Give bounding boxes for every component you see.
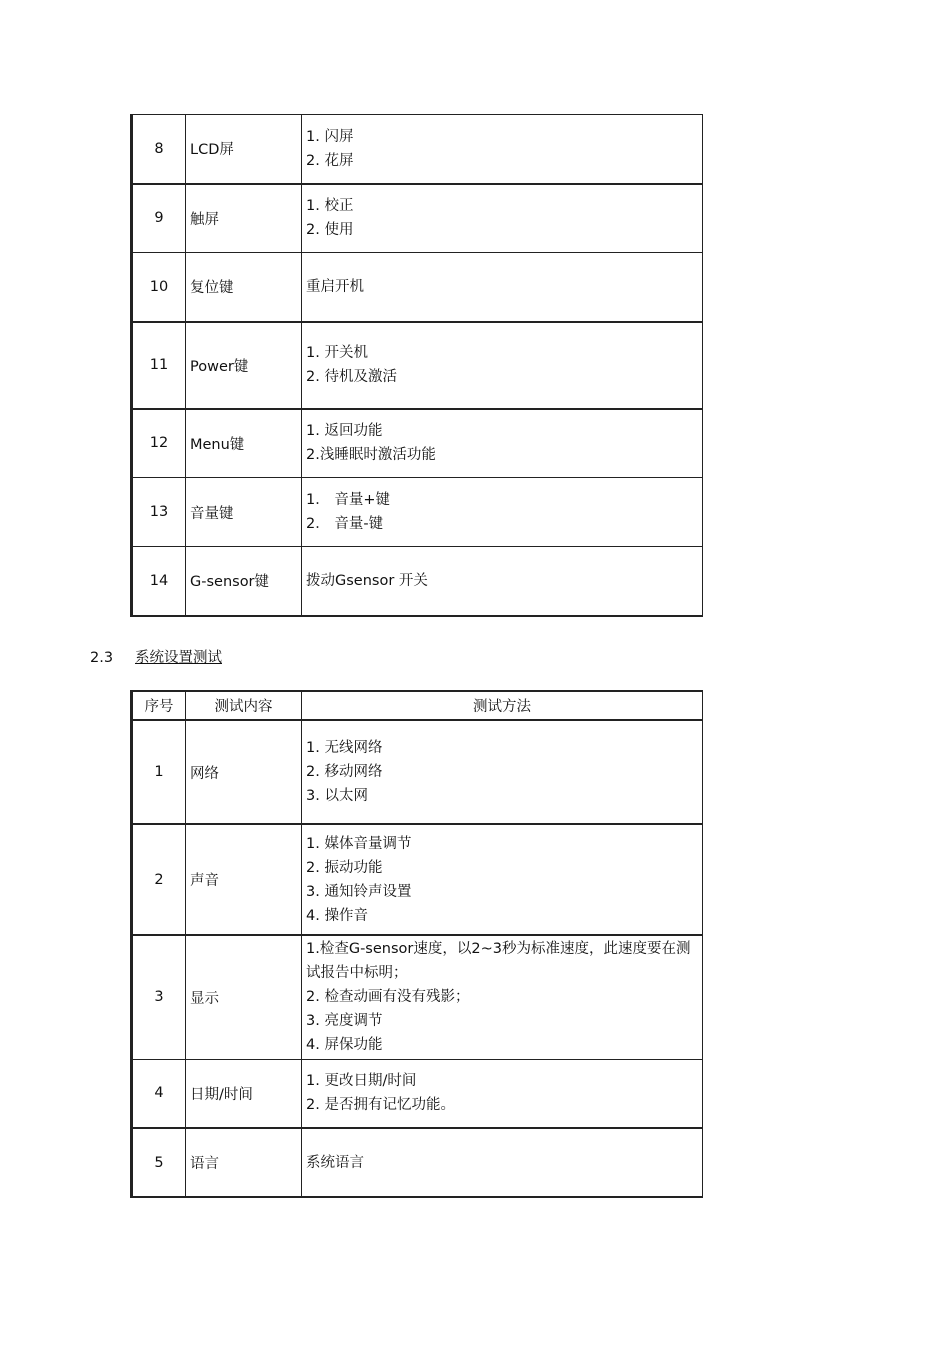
system-settings-test-table xyxy=(130,690,703,1198)
method-line: 1. 闪屏 xyxy=(306,128,354,145)
method-line: 系统语言 xyxy=(306,1154,364,1171)
method-line: 1． 音量+键 xyxy=(306,492,390,508)
test-method xyxy=(302,115,703,184)
method-line: 重启开机 xyxy=(306,278,364,295)
method-line: 2． 音量-键 xyxy=(306,516,384,532)
row-number: 3 xyxy=(132,935,186,1059)
test-item: 声音 xyxy=(186,824,302,935)
test-item: 语言 xyxy=(186,1128,302,1197)
test-item: 触屏 xyxy=(186,184,302,253)
method-line: 1. 校正 xyxy=(306,198,354,215)
test-item: Menu键 xyxy=(186,409,302,478)
method-line: 4. 屏保功能 xyxy=(306,1037,383,1054)
table-row xyxy=(132,547,703,616)
method-line: 1. 媒体音量调节 xyxy=(306,835,412,852)
method-line: 1. 无线网络 xyxy=(306,740,383,756)
table-row xyxy=(132,935,703,1059)
method-line: 1.检查G-sensor速度，以2~3秒为标准速度，此速度要在测试报告中标明； xyxy=(306,941,691,982)
test-method xyxy=(302,547,703,616)
method-line: 3. 通知铃声设置 xyxy=(306,883,412,900)
test-method xyxy=(302,478,703,547)
table-row xyxy=(132,253,703,322)
row-number: 9 xyxy=(132,184,186,253)
section-heading xyxy=(90,646,222,667)
test-method xyxy=(302,824,703,935)
table-row xyxy=(132,322,703,409)
method-line: 2. 使用 xyxy=(306,222,354,239)
test-item: 网络 xyxy=(186,720,302,824)
header-number: 序号 xyxy=(132,691,186,720)
method-line: 1. 返回功能 xyxy=(306,423,383,440)
row-number: 10 xyxy=(132,253,186,322)
test-item: 复位键 xyxy=(186,253,302,322)
table-row xyxy=(132,478,703,547)
row-number: 13 xyxy=(132,478,186,547)
test-method xyxy=(302,1128,703,1197)
method-line: 2. 移动网络 xyxy=(306,764,383,780)
method-line: 2. 是否拥有记忆功能。 xyxy=(306,1097,455,1114)
method-line: 3. 以太网 xyxy=(306,788,368,804)
test-method xyxy=(302,720,703,824)
test-item: 日期/时间 xyxy=(186,1059,302,1128)
test-method xyxy=(302,935,703,1059)
table-row xyxy=(132,184,703,253)
method-line: 2. 振动功能 xyxy=(306,859,383,876)
test-method xyxy=(302,409,703,478)
table-row xyxy=(132,824,703,935)
test-method xyxy=(302,1059,703,1128)
table-row xyxy=(132,720,703,824)
method-line: 拨动Gsensor 开关 xyxy=(306,572,428,589)
row-number: 4 xyxy=(132,1059,186,1128)
test-method xyxy=(302,184,703,253)
section-title: 系统设置测试 xyxy=(135,650,222,666)
table-row xyxy=(132,409,703,478)
table-header-row xyxy=(132,691,703,720)
row-number: 11 xyxy=(132,322,186,409)
method-line: 2.浅睡眠时激活功能 xyxy=(306,447,436,464)
test-item: LCD屏 xyxy=(186,115,302,184)
table-row xyxy=(132,115,703,184)
method-line: 1. 开关机 xyxy=(306,345,368,361)
test-method xyxy=(302,322,703,409)
section-number: 2.3 xyxy=(90,650,114,666)
method-line: 1. 更改日期/时间 xyxy=(306,1073,417,1090)
test-item: Power键 xyxy=(186,322,302,409)
row-number: 1 xyxy=(132,720,186,824)
method-line: 2. 检查动画有没有残影； xyxy=(306,989,470,1006)
test-method xyxy=(302,253,703,322)
hardware-test-table xyxy=(130,114,703,617)
row-number: 2 xyxy=(132,824,186,935)
row-number: 12 xyxy=(132,409,186,478)
table-row xyxy=(132,1128,703,1197)
method-line: 2. 花屏 xyxy=(306,152,354,169)
test-item: 显示 xyxy=(186,935,302,1059)
test-item: G-sensor键 xyxy=(186,547,302,616)
header-method: 测试方法 xyxy=(302,691,703,720)
method-line: 3. 亮度调节 xyxy=(306,1013,383,1030)
table-row xyxy=(132,1059,703,1128)
header-item: 测试内容 xyxy=(186,691,302,720)
row-number: 5 xyxy=(132,1128,186,1197)
method-line: 4. 操作音 xyxy=(306,907,368,924)
method-line: 2. 待机及激活 xyxy=(306,369,397,385)
row-number: 14 xyxy=(132,547,186,616)
test-item: 音量键 xyxy=(186,478,302,547)
row-number: 8 xyxy=(132,115,186,184)
